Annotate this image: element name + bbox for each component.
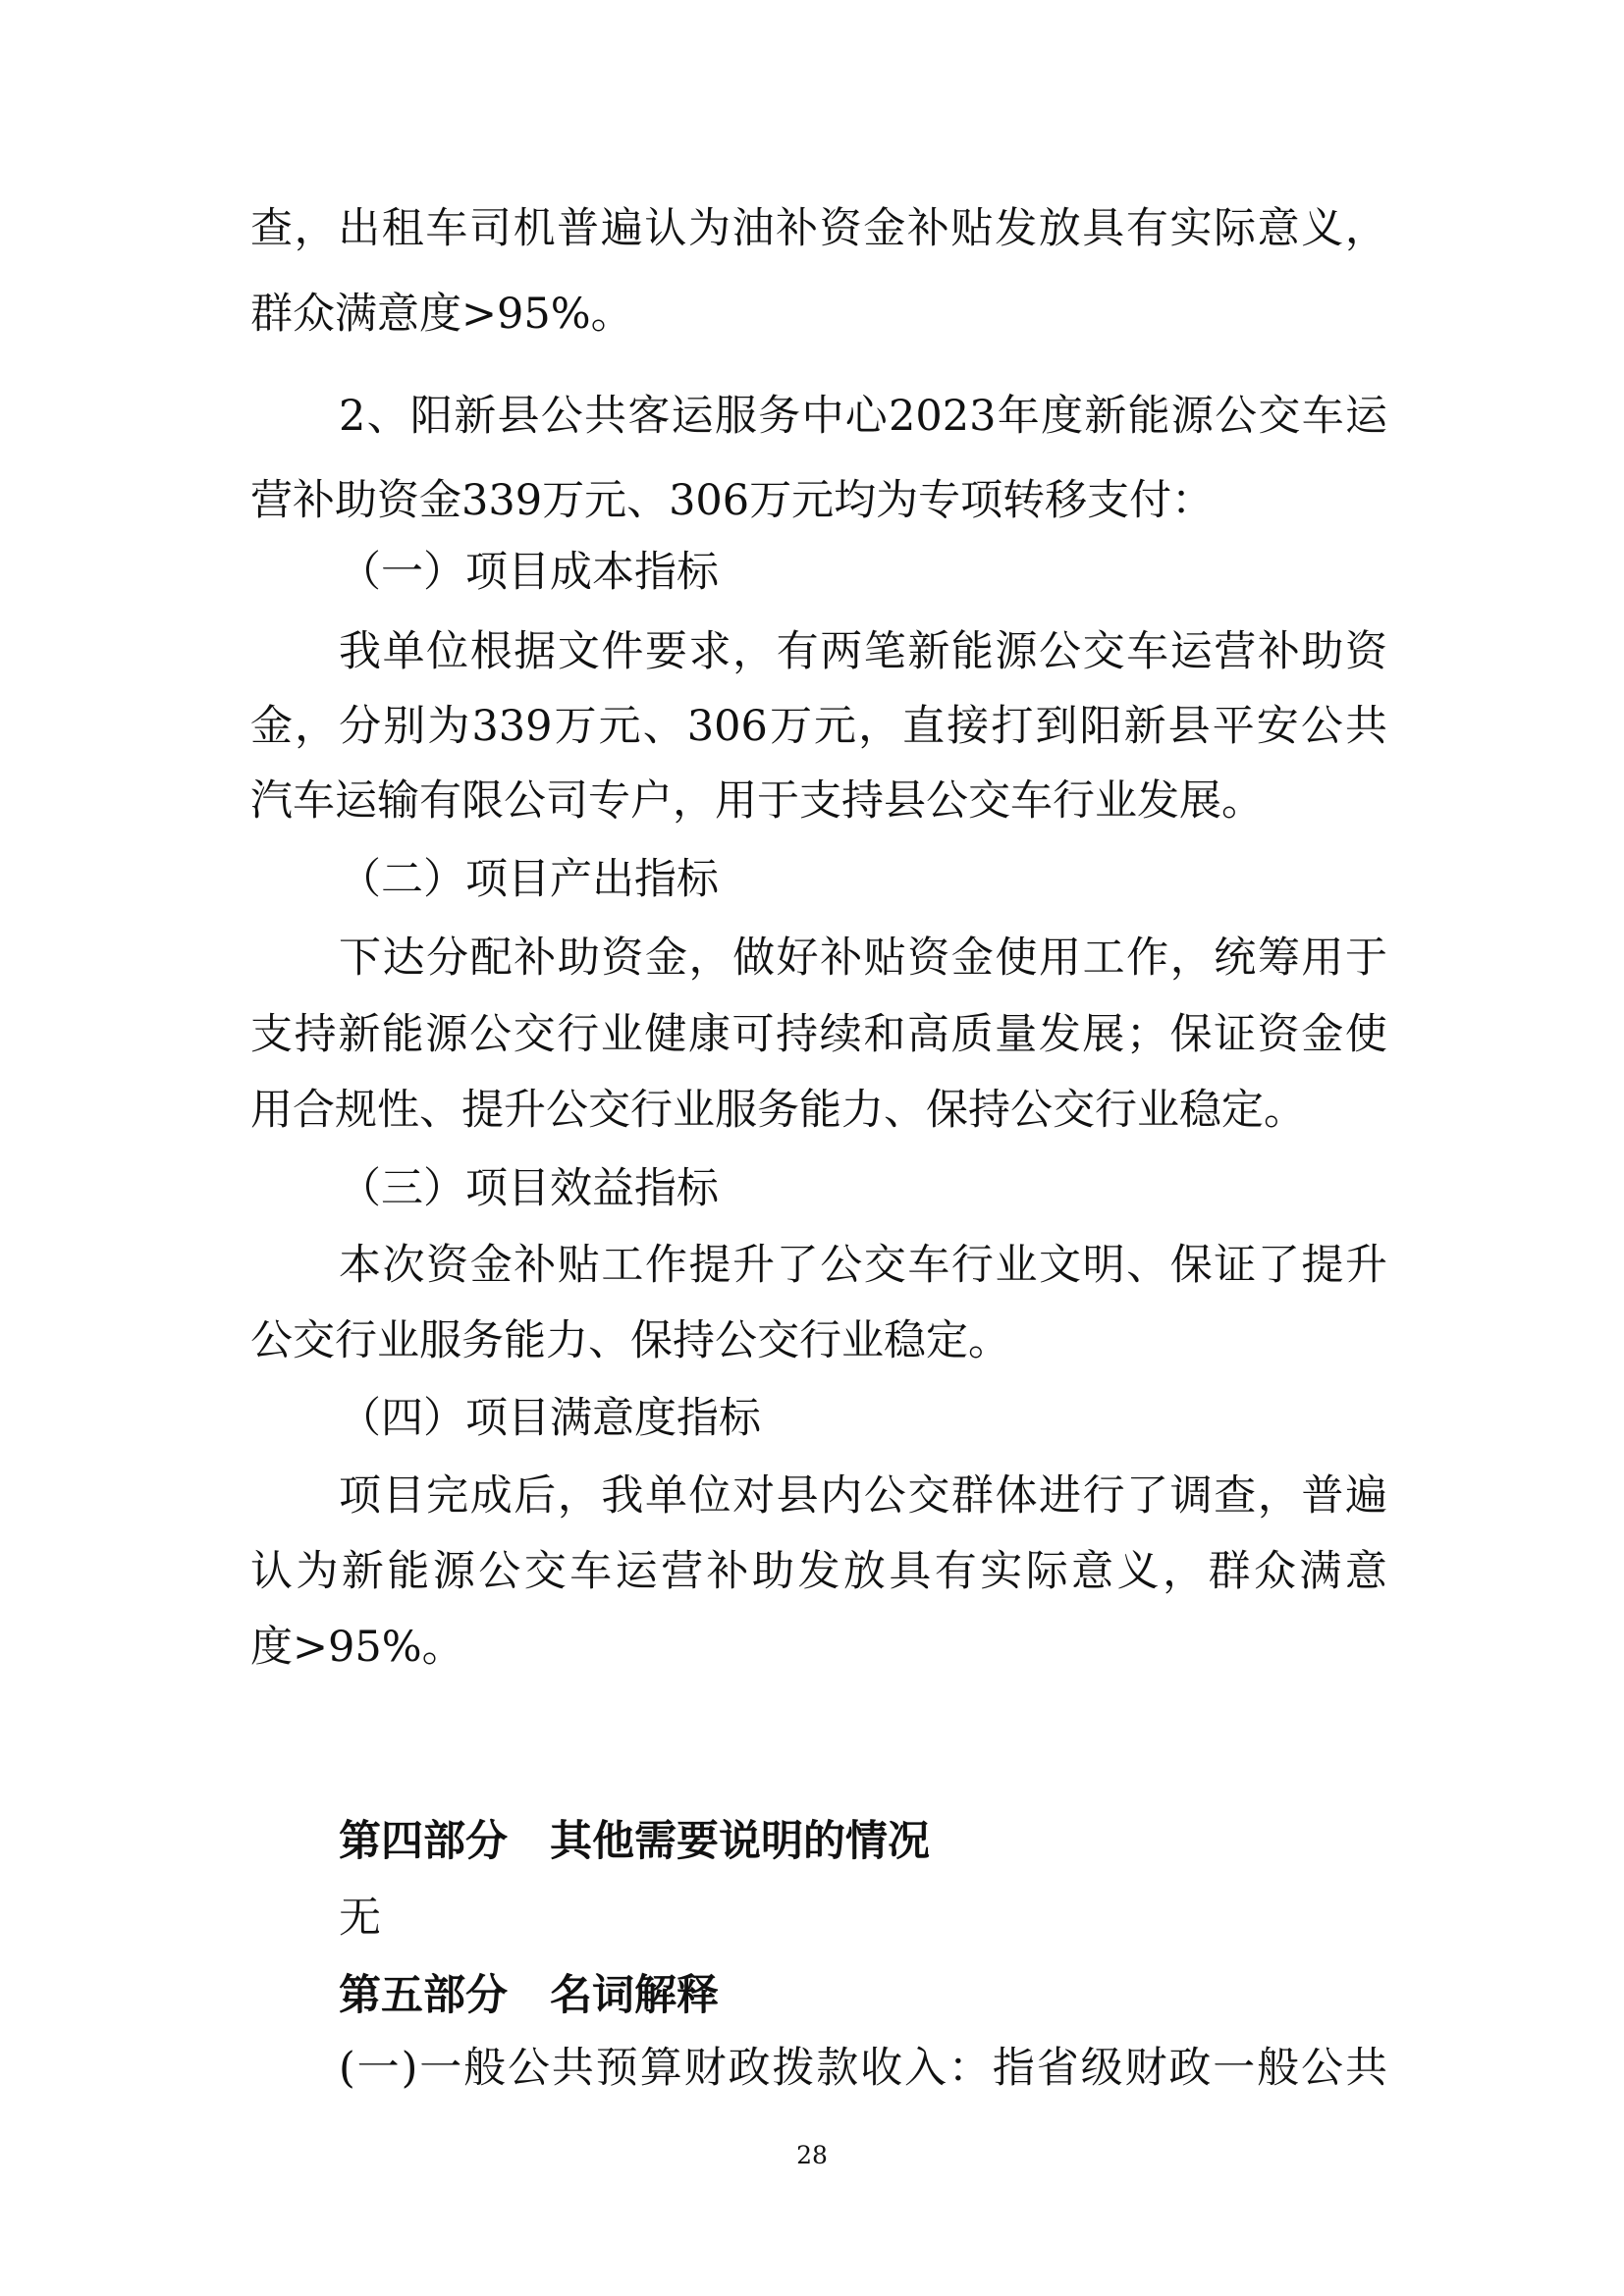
- subheading-cost-indicator: （一）项目成本指标: [339, 548, 719, 597]
- subheading-satisfaction-indicator: （四）项目满意度指标: [339, 1394, 761, 1443]
- paragraph-line: 金 ， 分 别 为 339 万 元 、 306 万 元 ， 直 接 打 到 阳 新 县 平 安 公 共: [250, 702, 1387, 751]
- subheading-benefit-indicator: （三）项目效益指标: [339, 1164, 719, 1213]
- paragraph-line: 用合规性、提升公交行业服务能力、保持公交行业稳定。: [250, 1086, 1306, 1135]
- paragraph-line: 我 单 位 根 据 文 件 要 求 ， 有 两 笔 新 能 源 公 交 车 运 营 补 助 资: [339, 627, 1387, 676]
- paragraph-line: 2 、 阳 新 县 公 共 客 运 服 务 中 心 2023 年 度 新 能 源 公 交 车 运: [339, 392, 1387, 441]
- paragraph-line: 营补助资金339万元、306万元均为专项转移支付：: [250, 476, 1215, 525]
- section-five-title: 第五部分 名词解释: [339, 1971, 719, 2020]
- section-four-title: 第四部分 其他需要说明的情况: [339, 1817, 930, 1866]
- paragraph-line: 度>95%。: [250, 1623, 464, 1672]
- section-four-body: 无: [339, 1894, 381, 1943]
- paragraph-line: 下 达 分 配 补 助 资 金 ， 做 好 补 贴 资 金 使 用 工 作 ， 统 筹 用 于: [339, 934, 1387, 983]
- section-five-item-1: ( 一 ) 一 般 公 共 预 算 财 政 拨 款 收 入 ： 指 省 级 财 政 一 般 公 共: [339, 2044, 1387, 2093]
- paragraph-line: 查 ， 出 租 车 司 机 普 遍 认 为 油 补 资 金 补 贴 发 放 具 有 实 际 意 义 ，: [250, 204, 1387, 253]
- paragraph-line: 公交行业服务能力、保持公交行业稳定。: [250, 1316, 1010, 1365]
- subheading-output-indicator: （二）项目产出指标: [339, 855, 719, 904]
- paragraph-line: 汽车运输有限公司专户，用于支持县公交车行业发展。: [250, 776, 1264, 826]
- paragraph-line: 本 次 资 金 补 贴 工 作 提 升 了 公 交 车 行 业 文 明 、 保 证 了 提 升: [339, 1241, 1387, 1290]
- paragraph-line: 认 为 新 能 源 公 交 车 运 营 补 助 发 放 具 有 实 际 意 义 ， 群 众 满 意: [250, 1547, 1387, 1596]
- paragraph-line: 项 目 完 成 后 ， 我 单 位 对 县 内 公 交 群 体 进 行 了 调 查 ， 普 遍: [339, 1471, 1387, 1521]
- paragraph-line: 群众满意度>95%。: [250, 290, 633, 339]
- paragraph-line: 支 持 新 能 源 公 交 行 业 健 康 可 持 续 和 高 质 量 发 展 ； 保 证 资 金 使: [250, 1010, 1387, 1059]
- page-number: 28: [796, 2141, 828, 2169]
